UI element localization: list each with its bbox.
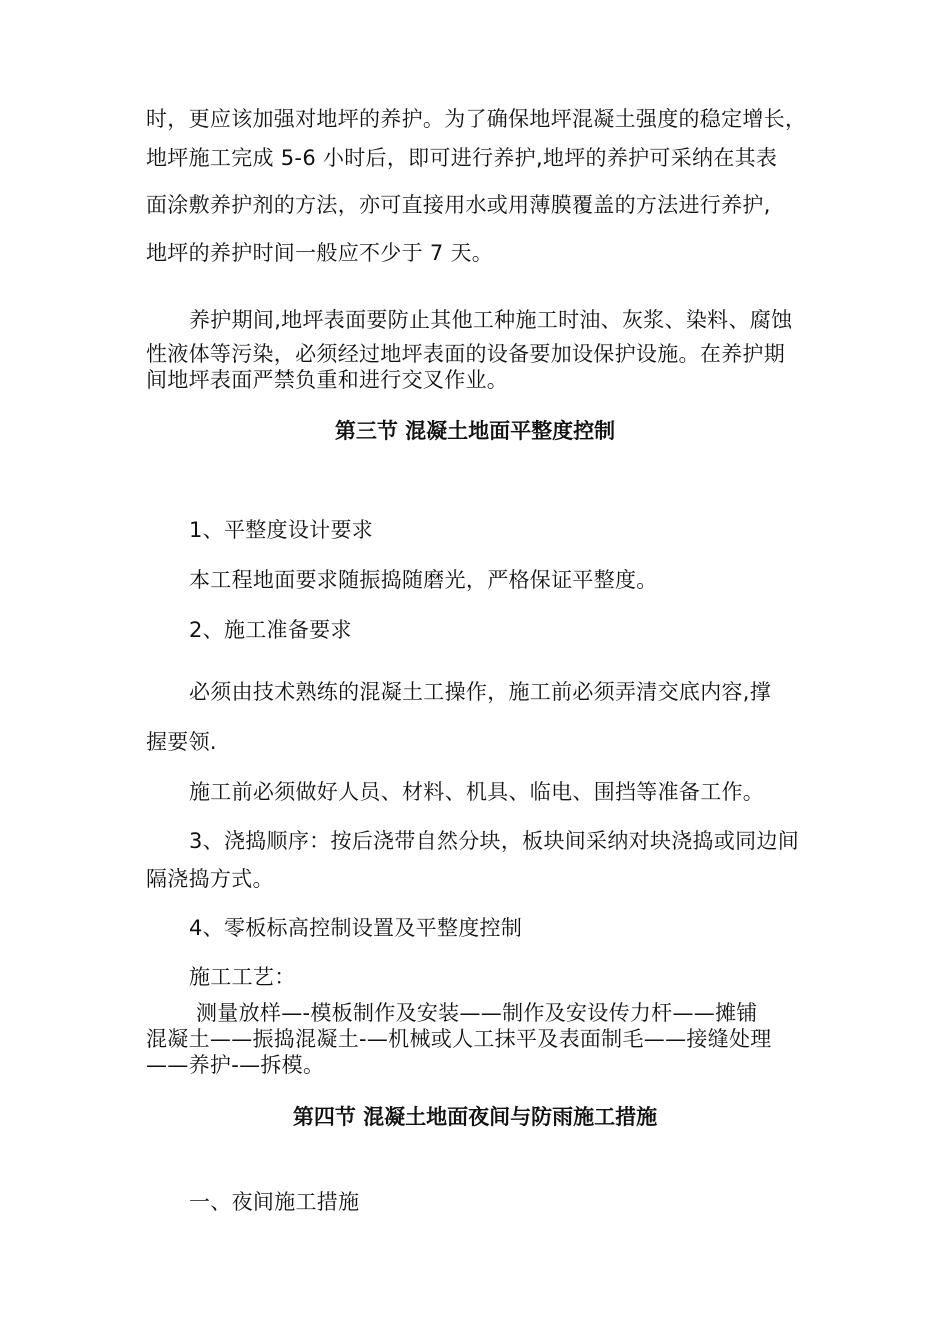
item-title: 2、施工准备要求 (189, 618, 352, 642)
item-title: 一、夜间施工措施 (189, 1190, 360, 1214)
item-body: 握要领. (146, 730, 217, 754)
section-heading: 第四节 混凝土地面夜间与防雨施工措施 (292, 1105, 658, 1129)
item-body: 本工程地面要求随振捣随磨光，严格保证平整度。 (189, 568, 658, 592)
process-steps: 测量放样—-模板制作及安装——制作及安设传力杆——摊铺 (196, 1001, 758, 1025)
item-body: 3、浇捣顺序：按后浇带自然分块，板块间采纳对块浇捣或同边间 (189, 829, 800, 853)
process-label: 施工工艺： (189, 965, 296, 989)
item-title: 4、零板标高控制设置及平整度控制 (189, 916, 523, 940)
item-body: 隔浇捣方式。 (146, 867, 274, 891)
item-body: 必须由技术熟练的混凝土工操作，施工前必须弄清交底内容,撑 (189, 680, 772, 704)
paragraph-line: 养护期间,地坪表面要防止其他工种施工时油、灰浆、染料、腐蚀 (189, 308, 793, 332)
process-steps: 混凝土——振捣混凝土-—机械或人工抹平及表面制毛——接缝处理 (146, 1027, 772, 1051)
paragraph-line: 性液体等污染，必须经过地坪表面的设备要加设保护设施。在养护期 (146, 342, 785, 366)
paragraph-line: 地坪施工完成 5-6 小时后，即可进行养护,地坪的养护可采纳在其表 (146, 146, 778, 170)
paragraph-line: 间地坪表面严禁负重和进行交叉作业。 (146, 368, 509, 392)
process-steps: ——养护-—拆模。 (146, 1053, 325, 1077)
paragraph-line: 时，更应该加强对地坪的养护。为了确保地坪混凝土强度的稳定增长， (146, 107, 807, 131)
paragraph-line: 地坪的养护时间一般应不少于 7 天。 (146, 241, 494, 265)
item-title: 1、平整度设计要求 (189, 518, 374, 542)
paragraph-line: 面涂敷养护剂的方法，亦可直接用水或用薄膜覆盖的方法进行养护, (146, 193, 771, 217)
section-heading: 第三节 混凝土地面平整度控制 (334, 419, 616, 443)
item-body: 施工前必须做好人员、材料、机具、临电、围挡等准备工作。 (189, 780, 765, 804)
